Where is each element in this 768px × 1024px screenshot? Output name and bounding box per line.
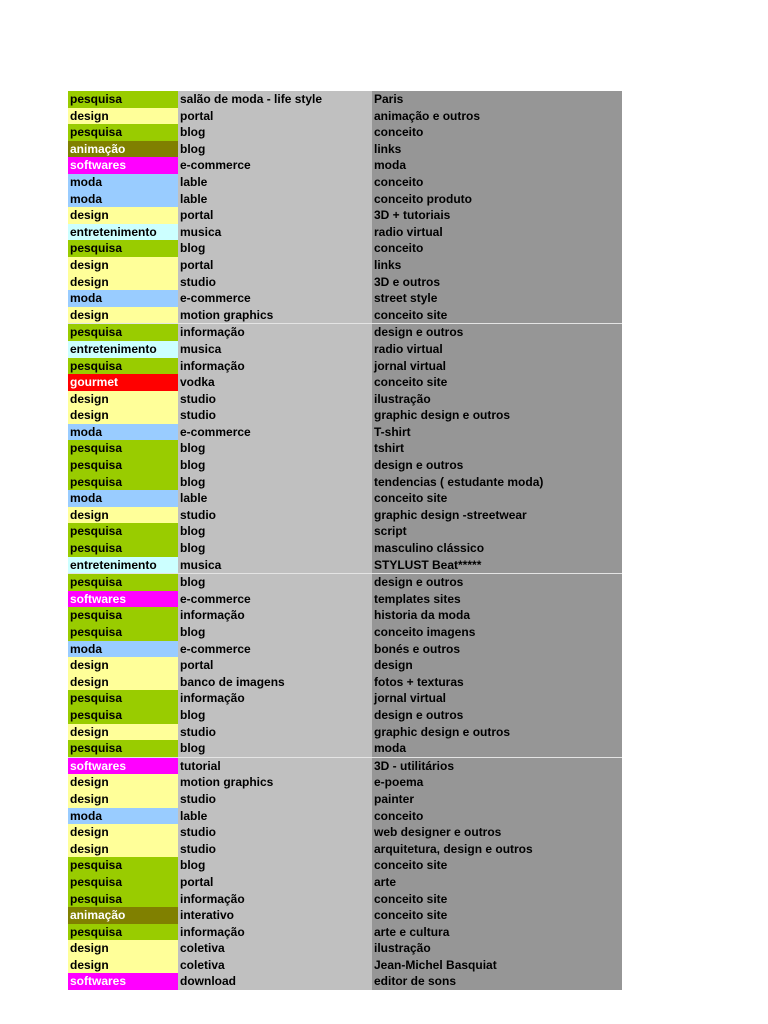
category-cell: design	[68, 274, 178, 291]
type-cell: informação	[178, 358, 372, 375]
table-row	[68, 591, 622, 608]
table-row	[68, 690, 622, 707]
table-row	[68, 424, 622, 441]
type-cell: e-commerce	[178, 424, 372, 441]
table-row	[68, 341, 622, 358]
table-row	[68, 290, 622, 307]
topic-cell: masculino clássico	[372, 540, 622, 557]
category-cell: pesquisa	[68, 474, 178, 491]
topic-cell: editor de sons	[372, 973, 622, 990]
category-cell: softwares	[68, 758, 178, 775]
type-cell: blog	[178, 240, 372, 257]
topic-cell: Paris	[372, 91, 622, 108]
table-row	[68, 758, 622, 775]
category-cell: gourmet	[68, 374, 178, 391]
type-cell: portal	[178, 108, 372, 125]
topic-cell: animação e outros	[372, 108, 622, 125]
type-cell: blog	[178, 857, 372, 874]
type-cell: portal	[178, 257, 372, 274]
type-cell: lable	[178, 490, 372, 507]
topic-cell: design e outros	[372, 574, 622, 591]
table-row	[68, 191, 622, 208]
table-row	[68, 891, 622, 908]
category-cell: pesquisa	[68, 91, 178, 108]
topic-cell: tshirt	[372, 440, 622, 457]
category-cell: design	[68, 391, 178, 408]
table-row	[68, 957, 622, 974]
table-row	[68, 973, 622, 990]
category-cell: moda	[68, 641, 178, 658]
table-row	[68, 557, 622, 575]
type-cell: musica	[178, 341, 372, 358]
category-cell: pesquisa	[68, 607, 178, 624]
topic-cell: street style	[372, 290, 622, 307]
topic-cell: conceito site	[372, 307, 622, 324]
type-cell: motion graphics	[178, 307, 372, 324]
category-cell: design	[68, 724, 178, 741]
category-cell: moda	[68, 490, 178, 507]
topic-cell: arte e cultura	[372, 924, 622, 941]
table-row	[68, 490, 622, 507]
type-cell: interativo	[178, 907, 372, 924]
type-cell: blog	[178, 624, 372, 641]
topic-cell: STYLUST Beat*****	[372, 557, 622, 574]
category-cell: design	[68, 207, 178, 224]
category-cell: moda	[68, 290, 178, 307]
category-cell: pesquisa	[68, 440, 178, 457]
table-row	[68, 791, 622, 808]
topic-cell: painter	[372, 791, 622, 808]
type-cell: studio	[178, 724, 372, 741]
table-row	[68, 207, 622, 224]
topic-cell: graphic design e outros	[372, 407, 622, 424]
table-row	[68, 507, 622, 524]
topic-cell: jornal virtual	[372, 690, 622, 707]
topic-cell: moda	[372, 157, 622, 174]
type-cell: studio	[178, 274, 372, 291]
category-cell: pesquisa	[68, 857, 178, 874]
topic-cell: design e outros	[372, 324, 622, 341]
category-cell: pesquisa	[68, 874, 178, 891]
category-cell: design	[68, 824, 178, 841]
type-cell: informação	[178, 607, 372, 624]
table-row	[68, 724, 622, 741]
table-row	[68, 108, 622, 125]
topic-cell: conceito produto	[372, 191, 622, 208]
category-cell: moda	[68, 191, 178, 208]
type-cell: portal	[178, 657, 372, 674]
table-row	[68, 707, 622, 724]
table-row	[68, 624, 622, 641]
category-cell: pesquisa	[68, 624, 178, 641]
topic-cell: conceito	[372, 240, 622, 257]
table-row	[68, 224, 622, 241]
topic-cell: conceito site	[372, 490, 622, 507]
topic-cell: 3D e outros	[372, 274, 622, 291]
type-cell: studio	[178, 407, 372, 424]
topic-cell: graphic design e outros	[372, 724, 622, 741]
table-row	[68, 358, 622, 375]
type-cell: lable	[178, 191, 372, 208]
table-row	[68, 841, 622, 858]
category-cell: design	[68, 791, 178, 808]
category-cell: pesquisa	[68, 540, 178, 557]
topic-cell: ilustração	[372, 940, 622, 957]
category-cell: design	[68, 674, 178, 691]
table-row	[68, 824, 622, 841]
type-cell: blog	[178, 540, 372, 557]
table-row	[68, 124, 622, 141]
category-cell: pesquisa	[68, 740, 178, 757]
type-cell: studio	[178, 824, 372, 841]
table-row	[68, 574, 622, 591]
topic-cell: 3D - utilitários	[372, 758, 622, 775]
topic-cell: radio virtual	[372, 341, 622, 358]
type-cell: studio	[178, 507, 372, 524]
topic-cell: conceito imagens	[372, 624, 622, 641]
topic-cell: radio virtual	[372, 224, 622, 241]
topic-cell: fotos + texturas	[372, 674, 622, 691]
table-row	[68, 157, 622, 174]
type-cell: e-commerce	[178, 641, 372, 658]
category-cell: animação	[68, 141, 178, 158]
type-cell: salão de moda - life style	[178, 91, 372, 108]
table-row	[68, 940, 622, 957]
category-cell: pesquisa	[68, 457, 178, 474]
category-cell: pesquisa	[68, 124, 178, 141]
category-cell: pesquisa	[68, 891, 178, 908]
topic-cell: ilustração	[372, 391, 622, 408]
table-row	[68, 440, 622, 457]
category-cell: pesquisa	[68, 690, 178, 707]
category-cell: design	[68, 940, 178, 957]
type-cell: blog	[178, 474, 372, 491]
topic-cell: conceito	[372, 124, 622, 141]
topic-cell: moda	[372, 740, 622, 757]
topic-cell: Jean-Michel Basquiat	[372, 957, 622, 974]
topic-cell: conceito site	[372, 907, 622, 924]
type-cell: vodka	[178, 374, 372, 391]
table-row	[68, 674, 622, 691]
table-row	[68, 874, 622, 891]
topic-cell: conceito site	[372, 374, 622, 391]
category-cell: design	[68, 507, 178, 524]
table-row	[68, 740, 622, 758]
category-cell: entretenimento	[68, 224, 178, 241]
type-cell: informação	[178, 924, 372, 941]
category-cell: entretenimento	[68, 557, 178, 574]
type-cell: tutorial	[178, 758, 372, 775]
topic-cell: jornal virtual	[372, 358, 622, 375]
table-row	[68, 257, 622, 274]
table-row	[68, 924, 622, 941]
type-cell: musica	[178, 557, 372, 574]
table-row	[68, 540, 622, 557]
topic-cell: web designer e outros	[372, 824, 622, 841]
table-row	[68, 91, 622, 108]
table-row	[68, 607, 622, 624]
topic-cell: links	[372, 257, 622, 274]
table-row	[68, 307, 622, 325]
type-cell: lable	[178, 808, 372, 825]
topic-cell: graphic design -streetwear	[372, 507, 622, 524]
topic-cell: conceito site	[372, 891, 622, 908]
table-row	[68, 523, 622, 540]
category-cell: moda	[68, 174, 178, 191]
table-row	[68, 457, 622, 474]
topic-cell: script	[372, 523, 622, 540]
table-row	[68, 391, 622, 408]
table-row	[68, 907, 622, 924]
category-cell: pesquisa	[68, 707, 178, 724]
table-row	[68, 141, 622, 158]
type-cell: e-commerce	[178, 290, 372, 307]
topic-cell: design e outros	[372, 457, 622, 474]
category-cell: pesquisa	[68, 240, 178, 257]
table-row	[68, 274, 622, 291]
type-cell: portal	[178, 874, 372, 891]
table-row	[68, 474, 622, 491]
category-cell: design	[68, 108, 178, 125]
topic-cell: links	[372, 141, 622, 158]
topic-cell: 3D + tutoriais	[372, 207, 622, 224]
category-cell: pesquisa	[68, 523, 178, 540]
category-cell: pesquisa	[68, 324, 178, 341]
topic-cell: conceito	[372, 808, 622, 825]
topic-cell: conceito site	[372, 857, 622, 874]
type-cell: blog	[178, 457, 372, 474]
type-cell: musica	[178, 224, 372, 241]
type-cell: studio	[178, 391, 372, 408]
type-cell: motion graphics	[178, 774, 372, 791]
table-row	[68, 240, 622, 257]
type-cell: blog	[178, 707, 372, 724]
category-cell: moda	[68, 424, 178, 441]
type-cell: lable	[178, 174, 372, 191]
type-cell: download	[178, 973, 372, 990]
type-cell: informação	[178, 690, 372, 707]
topic-cell: historia da moda	[372, 607, 622, 624]
type-cell: blog	[178, 440, 372, 457]
category-cell: softwares	[68, 973, 178, 990]
table-row	[68, 657, 622, 674]
spreadsheet-table	[68, 91, 622, 990]
category-cell: design	[68, 957, 178, 974]
topic-cell: design	[372, 657, 622, 674]
category-cell: moda	[68, 808, 178, 825]
category-cell: pesquisa	[68, 358, 178, 375]
type-cell: blog	[178, 141, 372, 158]
category-cell: pesquisa	[68, 924, 178, 941]
category-cell: design	[68, 257, 178, 274]
table-row	[68, 641, 622, 658]
topic-cell: e-poema	[372, 774, 622, 791]
topic-cell: tendencias ( estudante moda)	[372, 474, 622, 491]
category-cell: entretenimento	[68, 341, 178, 358]
type-cell: coletiva	[178, 957, 372, 974]
type-cell: portal	[178, 207, 372, 224]
table-row	[68, 774, 622, 791]
topic-cell: templates sites	[372, 591, 622, 608]
type-cell: informação	[178, 324, 372, 341]
type-cell: informação	[178, 891, 372, 908]
category-cell: design	[68, 307, 178, 324]
type-cell: blog	[178, 574, 372, 591]
category-cell: pesquisa	[68, 574, 178, 591]
type-cell: blog	[178, 124, 372, 141]
table-row	[68, 324, 622, 341]
type-cell: e-commerce	[178, 157, 372, 174]
table-row	[68, 407, 622, 424]
type-cell: banco de imagens	[178, 674, 372, 691]
table-row	[68, 857, 622, 874]
category-cell: animação	[68, 907, 178, 924]
topic-cell: conceito	[372, 174, 622, 191]
topic-cell: design e outros	[372, 707, 622, 724]
category-cell: softwares	[68, 591, 178, 608]
table-row	[68, 374, 622, 391]
type-cell: coletiva	[178, 940, 372, 957]
topic-cell: arquitetura, design e outros	[372, 841, 622, 858]
topic-cell: bonés e outros	[372, 641, 622, 658]
category-cell: softwares	[68, 157, 178, 174]
topic-cell: T-shirt	[372, 424, 622, 441]
topic-cell: arte	[372, 874, 622, 891]
type-cell: e-commerce	[178, 591, 372, 608]
type-cell: studio	[178, 791, 372, 808]
table-row	[68, 808, 622, 825]
table-row	[68, 174, 622, 191]
type-cell: blog	[178, 523, 372, 540]
category-cell: design	[68, 841, 178, 858]
category-cell: design	[68, 774, 178, 791]
type-cell: studio	[178, 841, 372, 858]
category-cell: design	[68, 657, 178, 674]
category-cell: design	[68, 407, 178, 424]
type-cell: blog	[178, 740, 372, 757]
